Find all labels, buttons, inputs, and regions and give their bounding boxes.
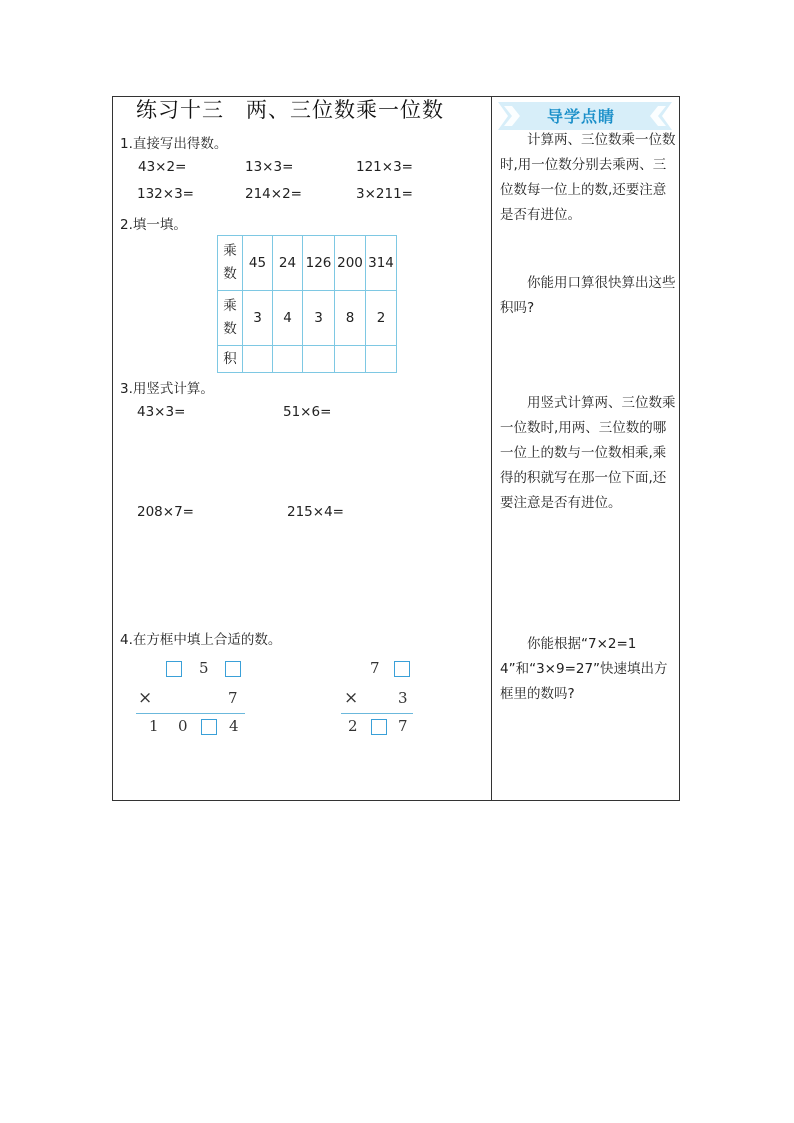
multiplicand-cell: 126 xyxy=(303,236,335,291)
digit: 4 xyxy=(229,717,239,735)
product-cell-blank[interactable] xyxy=(243,346,273,373)
digit: 2 xyxy=(348,717,358,735)
q3-item: 43×3= xyxy=(137,404,186,420)
answer-box[interactable] xyxy=(201,719,217,735)
sum-line xyxy=(341,713,413,714)
q1-item: 214×2= xyxy=(245,186,302,202)
q3-item: 215×4= xyxy=(287,504,344,520)
times-sign: × xyxy=(138,688,153,708)
times-sign: × xyxy=(344,688,359,708)
row-label: 积 xyxy=(218,346,243,373)
q2-heading: 2.填一填。 xyxy=(120,217,187,233)
digit: 5 xyxy=(199,659,209,677)
answer-box[interactable] xyxy=(371,719,387,735)
column-divider xyxy=(491,96,492,801)
q1-heading: 1.直接写出得数。 xyxy=(120,136,228,152)
q3-item: 208×7= xyxy=(137,504,194,520)
tip-paragraph: 用竖式计算两、三位数乘一位数时,用两、三位数的哪一位上的数与一位数相乘,乘得的积就写在那一位下面,还要注意是否有进位。 xyxy=(500,395,676,511)
answer-box[interactable] xyxy=(225,661,241,677)
q1-item: 13×3= xyxy=(245,159,294,175)
row-label: 乘 数 xyxy=(218,291,243,346)
q1-item: 132×3= xyxy=(137,186,194,202)
digit: 3 xyxy=(398,689,408,707)
multiplicand-cell: 24 xyxy=(273,236,303,291)
multiplication-table xyxy=(217,235,397,373)
digit: 7 xyxy=(228,689,238,707)
q1-item: 121×3= xyxy=(356,159,413,175)
digit: 1 xyxy=(149,717,159,735)
digit: 7 xyxy=(370,659,380,677)
q1-item: 3×211= xyxy=(356,186,413,202)
multiplier-cell: 8 xyxy=(335,291,366,346)
digit: 7 xyxy=(398,717,408,735)
q1-item: 43×2= xyxy=(138,159,187,175)
multiplicand-cell: 45 xyxy=(243,236,273,291)
tip-paragraph: 你能用口算很快算出这些积吗? xyxy=(500,275,676,316)
table-row-multiplicand xyxy=(218,236,397,291)
answer-box[interactable] xyxy=(166,661,182,677)
multiplier-cell: 3 xyxy=(303,291,335,346)
product-cell-blank[interactable] xyxy=(303,346,335,373)
multiplier-cell: 3 xyxy=(243,291,273,346)
product-cell-blank[interactable] xyxy=(335,346,366,373)
table-row-multiplier xyxy=(218,291,397,346)
sum-line xyxy=(136,713,245,714)
multiplicand-cell: 314 xyxy=(366,236,397,291)
tip-paragraph: 你能根据“7×2=14”和“3×9=27”快速填出方框里的数吗? xyxy=(500,636,668,702)
q3-item: 51×6= xyxy=(283,404,332,420)
row-label: 乘 数 xyxy=(218,236,243,291)
banner-title: 导学点睛 xyxy=(547,107,616,126)
product-cell-blank[interactable] xyxy=(273,346,303,373)
tip-paragraph: 计算两、三位数乘一位数时,用一位数分别去乘两、三位数每一位上的数,还要注意是否有进位。 xyxy=(500,132,676,223)
q4-heading: 4.在方框中填上合适的数。 xyxy=(120,632,282,648)
multiplier-cell: 4 xyxy=(273,291,303,346)
multiplier-cell: 2 xyxy=(366,291,397,346)
digit: 0 xyxy=(178,717,188,735)
product-cell-blank[interactable] xyxy=(366,346,397,373)
multiplicand-cell: 200 xyxy=(335,236,366,291)
table-row-product xyxy=(218,346,397,373)
q3-heading: 3.用竖式计算。 xyxy=(120,381,214,397)
answer-box[interactable] xyxy=(394,661,410,677)
page-title: 练习十三 两、三位数乘一位数 xyxy=(136,98,444,122)
